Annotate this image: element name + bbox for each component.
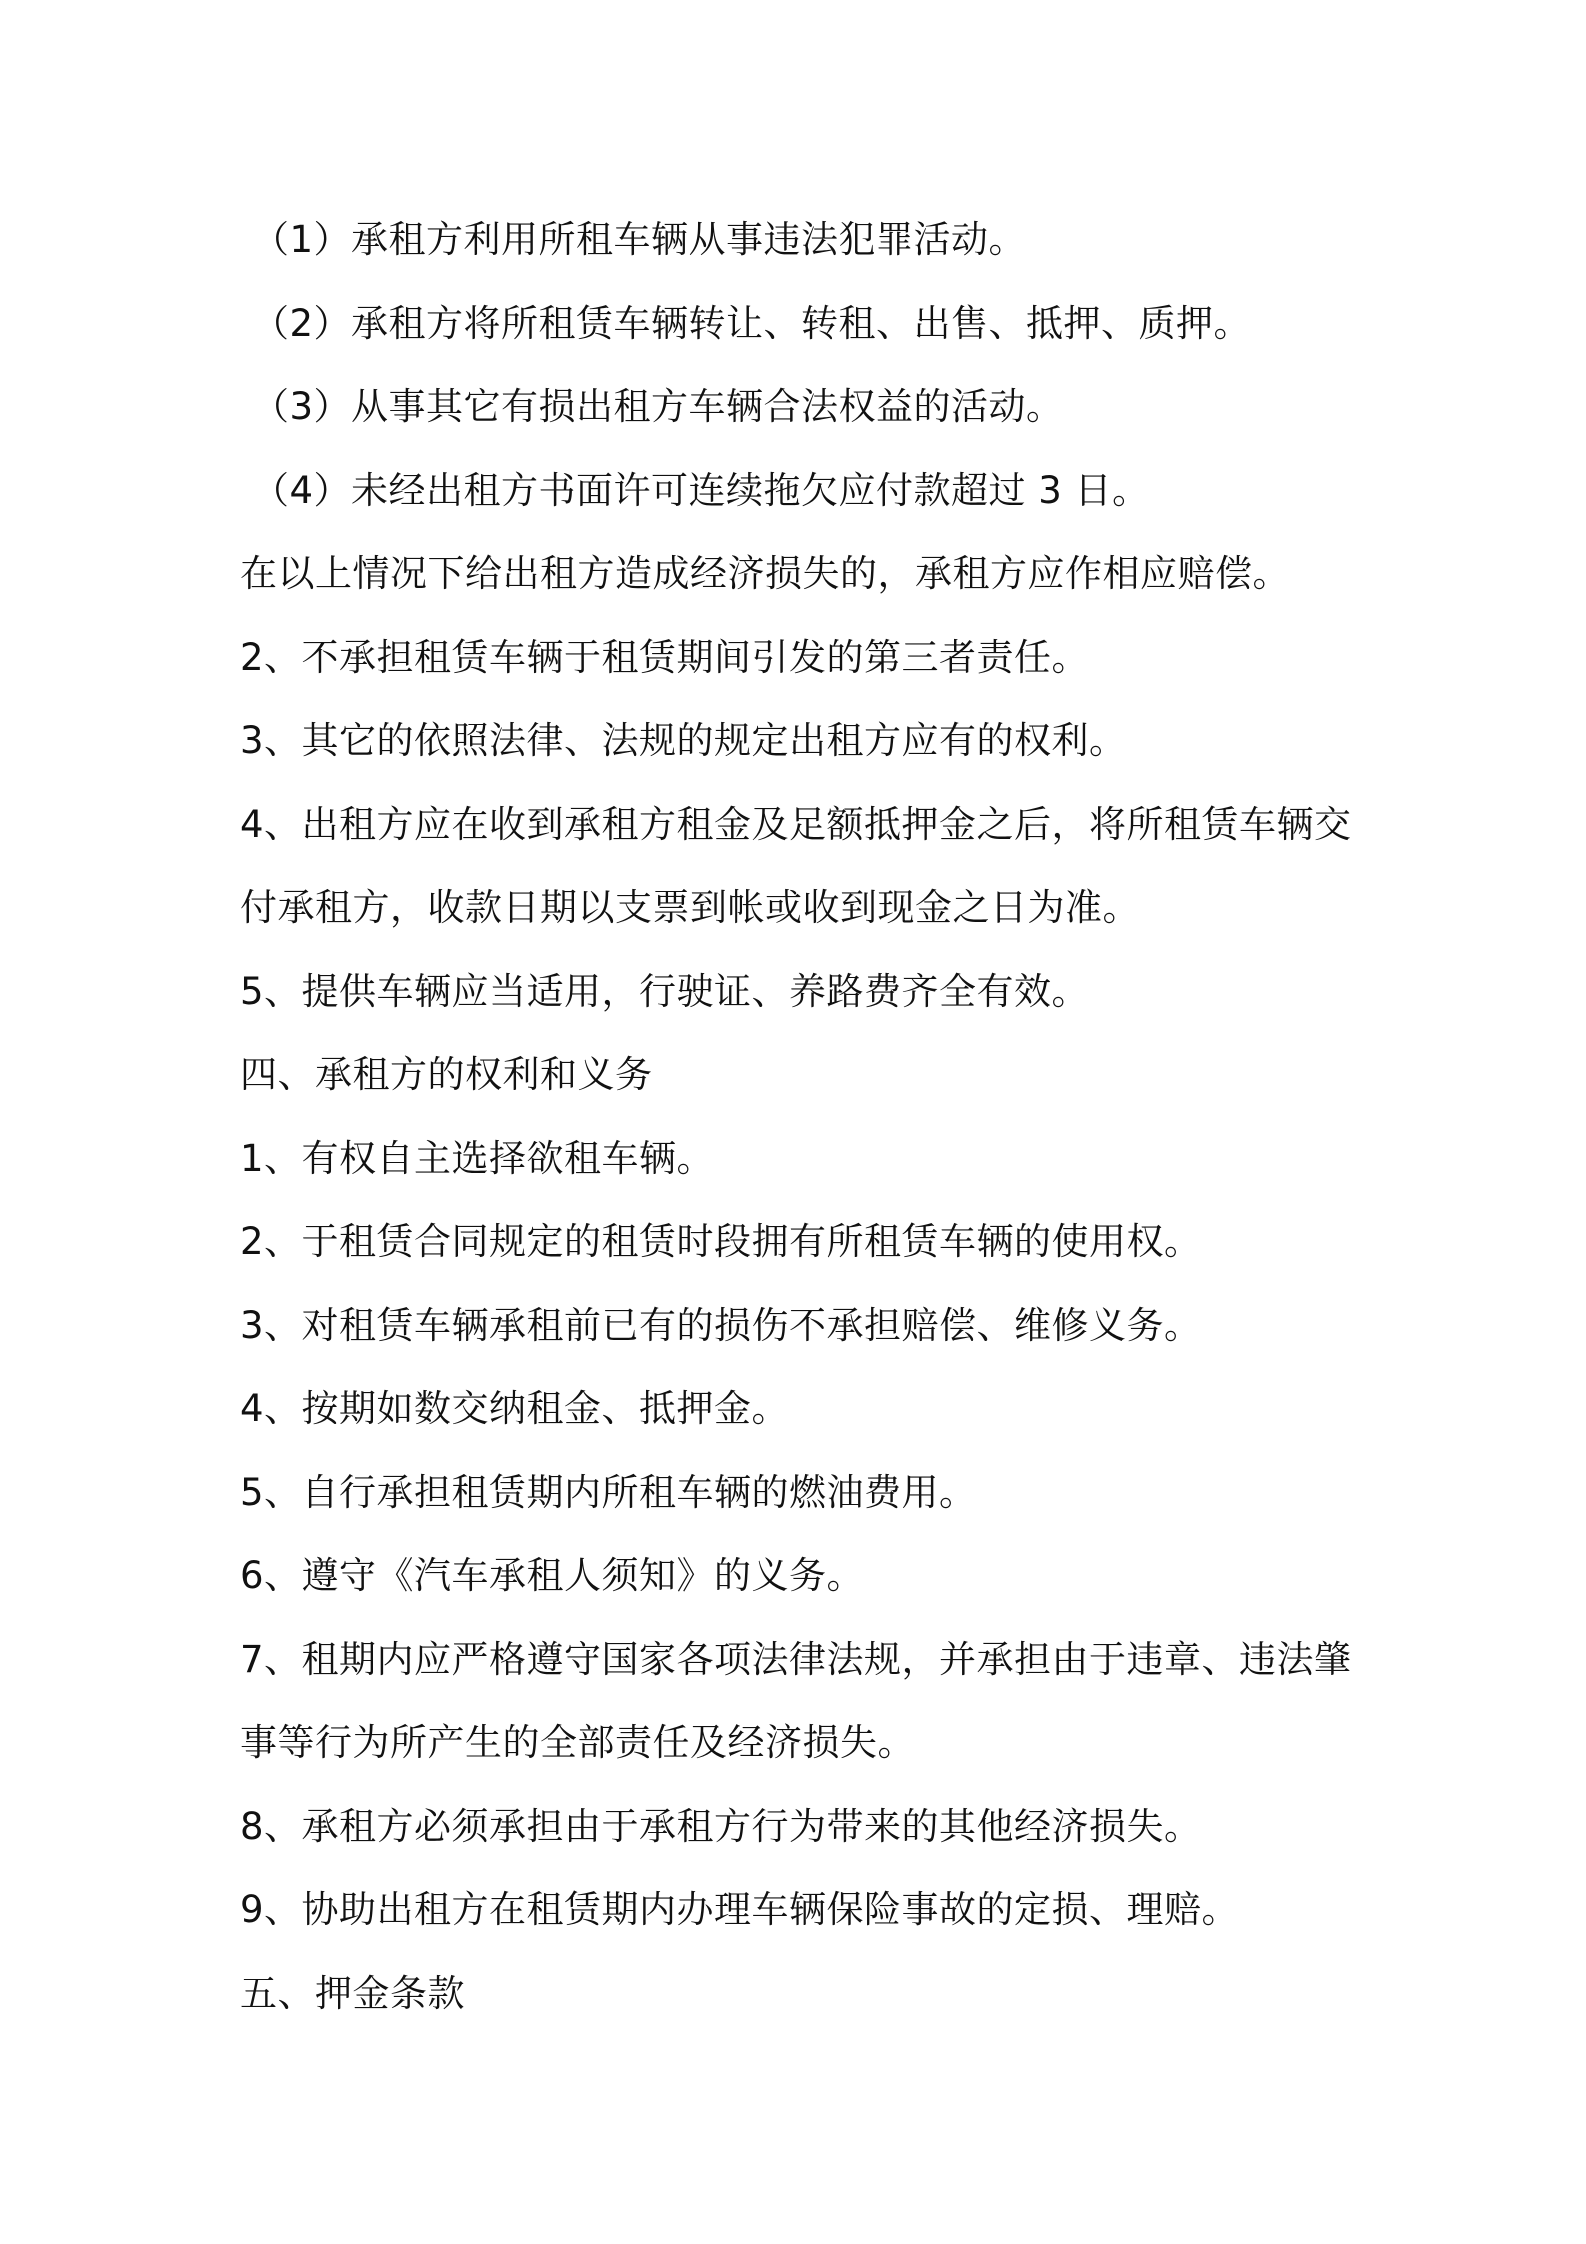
- clause-item-2: （2）承租方将所租赁车辆转让、转租、出售、抵押、质押。: [252, 301, 1252, 345]
- paragraph-line: 6、遵守《汽车承租人须知》的义务。: [240, 1554, 865, 1597]
- paragraph-line: 在以上情况下给出租方造成经济损失的，承租方应作相应赔偿。: [240, 552, 1290, 595]
- section-heading: 五、押金条款: [240, 1971, 465, 2015]
- document-body: [240, 198, 1380, 2035]
- paragraph-line: 2、于租赁合同规定的租赁时段拥有所租赁车辆的使用权。: [240, 1220, 1202, 1263]
- paragraph-line: 4、出租方应在收到承租方租金及足额抵押金之后，将所租赁车辆交: [240, 802, 1352, 846]
- paragraph-line: 事等行为所产生的全部责任及经济损失。: [240, 1721, 915, 1764]
- paragraph-line: 8、承租方必须承担由于承租方行为带来的其他经济损失。: [240, 1804, 1202, 1848]
- clause-item-1: （1）承租方利用所租车辆从事违法犯罪活动。: [252, 218, 1027, 261]
- paragraph-line: 3、其它的依照法律、法规的规定出租方应有的权利。: [240, 719, 1127, 762]
- paragraph-line: 4、按期如数交纳租金、抵押金。: [240, 1387, 790, 1430]
- paragraph-line: 5、自行承担租赁期内所租车辆的燃油费用。: [240, 1470, 977, 1514]
- paragraph-line: 1、有权自主选择欲租车辆。: [240, 1136, 715, 1180]
- paragraph-line: 3、对租赁车辆承租前已有的损伤不承担赔偿、维修义务。: [240, 1303, 1202, 1347]
- clause-item-4: （4）未经出租方书面许可连续拖欠应付款超过 3 日。: [252, 468, 1150, 512]
- paragraph-line: 9、协助出租方在租赁期内办理车辆保险事故的定损、理赔。: [240, 1888, 1240, 1931]
- paragraph-line: 5、提供车辆应当适用，行驶证、养路费齐全有效。: [240, 969, 1090, 1013]
- clause-item-3: （3）从事其它有损出租方车辆合法权益的活动。: [252, 385, 1064, 428]
- section-heading: 四、承租方的权利和义务: [240, 1053, 653, 1096]
- paragraph-line: 7、租期内应严格遵守国家各项法律法规，并承担由于违章、违法肇: [240, 1637, 1352, 1681]
- paragraph-line: 付承租方，收款日期以支票到帐或收到现金之日为准。: [240, 886, 1140, 929]
- paragraph-line: 2、不承担租赁车辆于租赁期间引发的第三者责任。: [240, 635, 1090, 679]
